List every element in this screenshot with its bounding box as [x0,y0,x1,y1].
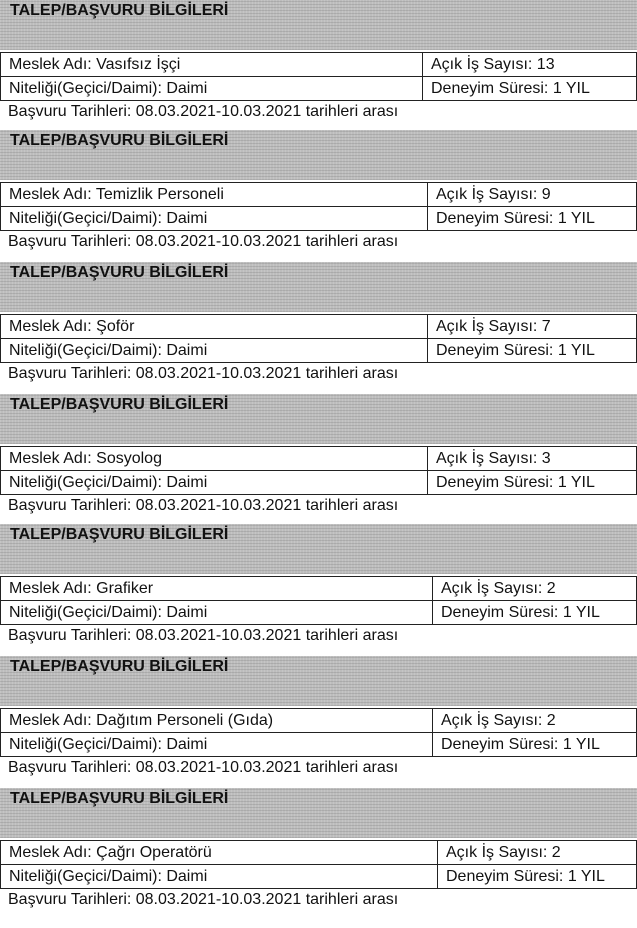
meslek-adi: Meslek Adı: Temizlik Personeli [0,182,428,207]
meslek-adi: Meslek Adı: Sosyolog [0,446,428,471]
meslek-adi: Meslek Adı: Şoför [0,314,428,339]
section-title: TALEP/BAŞVURU BİLGİLERİ [10,658,229,675]
deneyim-suresi: Deneyim Süresi: 1 YIL [437,864,637,889]
section-title: TALEP/BAŞVURU BİLGİLERİ [10,526,229,543]
deneyim-suresi: Deneyim Süresi: 1 YIL [427,338,637,363]
acik-is-sayisi: Açık İş Sayısı: 3 [427,446,637,471]
job-posting-block [0,394,637,524]
acik-is-sayisi: Açık İş Sayısı: 2 [437,840,637,865]
basvuru-tarihleri: Başvuru Tarihleri: 08.03.2021-10.03.2021 tarihleri arası [8,365,399,382]
basvuru-tarihleri: Başvuru Tarihleri: 08.03.2021-10.03.2021 tarihleri arası [8,497,399,514]
job-posting-block [0,788,637,918]
section-header [0,0,637,50]
section-header [0,788,637,838]
section-header [0,656,637,706]
acik-is-sayisi: Açık İş Sayısı: 9 [427,182,637,207]
niteligi: Niteliği(Geçici/Daimi): Daimi [0,338,428,363]
niteligi: Niteliği(Geçici/Daimi): Daimi [0,206,428,231]
job-posting-block [0,262,637,392]
section-title: TALEP/BAŞVURU BİLGİLERİ [10,132,229,149]
section-header [0,524,637,574]
niteligi: Niteliği(Geçici/Daimi): Daimi [0,76,423,101]
acik-is-sayisi: Açık İş Sayısı: 2 [432,576,637,601]
section-header [0,262,637,312]
basvuru-tarihleri: Başvuru Tarihleri: 08.03.2021-10.03.2021 tarihleri arası [8,759,399,776]
basvuru-tarihleri: Başvuru Tarihleri: 08.03.2021-10.03.2021 tarihleri arası [8,103,399,120]
acik-is-sayisi: Açık İş Sayısı: 2 [432,708,637,733]
section-header [0,394,637,444]
meslek-adi: Meslek Adı: Çağrı Operatörü [0,840,438,865]
job-posting-block [0,130,637,260]
meslek-adi: Meslek Adı: Vasıfsız İşçi [0,52,423,77]
acik-is-sayisi: Açık İş Sayısı: 13 [422,52,637,77]
niteligi: Niteliği(Geçici/Daimi): Daimi [0,732,433,757]
deneyim-suresi: Deneyim Süresi: 1 YIL [432,600,637,625]
meslek-adi: Meslek Adı: Grafiker [0,576,433,601]
deneyim-suresi: Deneyim Süresi: 1 YIL [432,732,637,757]
job-posting-block [0,0,637,130]
niteligi: Niteliği(Geçici/Daimi): Daimi [0,600,433,625]
section-title: TALEP/BAŞVURU BİLGİLERİ [10,264,229,281]
niteligi: Niteliği(Geçici/Daimi): Daimi [0,470,428,495]
basvuru-tarihleri: Başvuru Tarihleri: 08.03.2021-10.03.2021 tarihleri arası [8,627,399,644]
basvuru-tarihleri: Başvuru Tarihleri: 08.03.2021-10.03.2021 tarihleri arası [8,891,399,908]
basvuru-tarihleri: Başvuru Tarihleri: 08.03.2021-10.03.2021 tarihleri arası [8,233,399,250]
acik-is-sayisi: Açık İş Sayısı: 7 [427,314,637,339]
section-title: TALEP/BAŞVURU BİLGİLERİ [10,396,229,413]
niteligi: Niteliği(Geçici/Daimi): Daimi [0,864,438,889]
section-title: TALEP/BAŞVURU BİLGİLERİ [10,2,229,19]
deneyim-suresi: Deneyim Süresi: 1 YIL [427,470,637,495]
section-header [0,130,637,180]
meslek-adi: Meslek Adı: Dağıtım Personeli (Gıda) [0,708,433,733]
job-posting-block [0,524,637,654]
deneyim-suresi: Deneyim Süresi: 1 YIL [422,76,637,101]
deneyim-suresi: Deneyim Süresi: 1 YIL [427,206,637,231]
section-title: TALEP/BAŞVURU BİLGİLERİ [10,790,229,807]
job-posting-block [0,656,637,786]
